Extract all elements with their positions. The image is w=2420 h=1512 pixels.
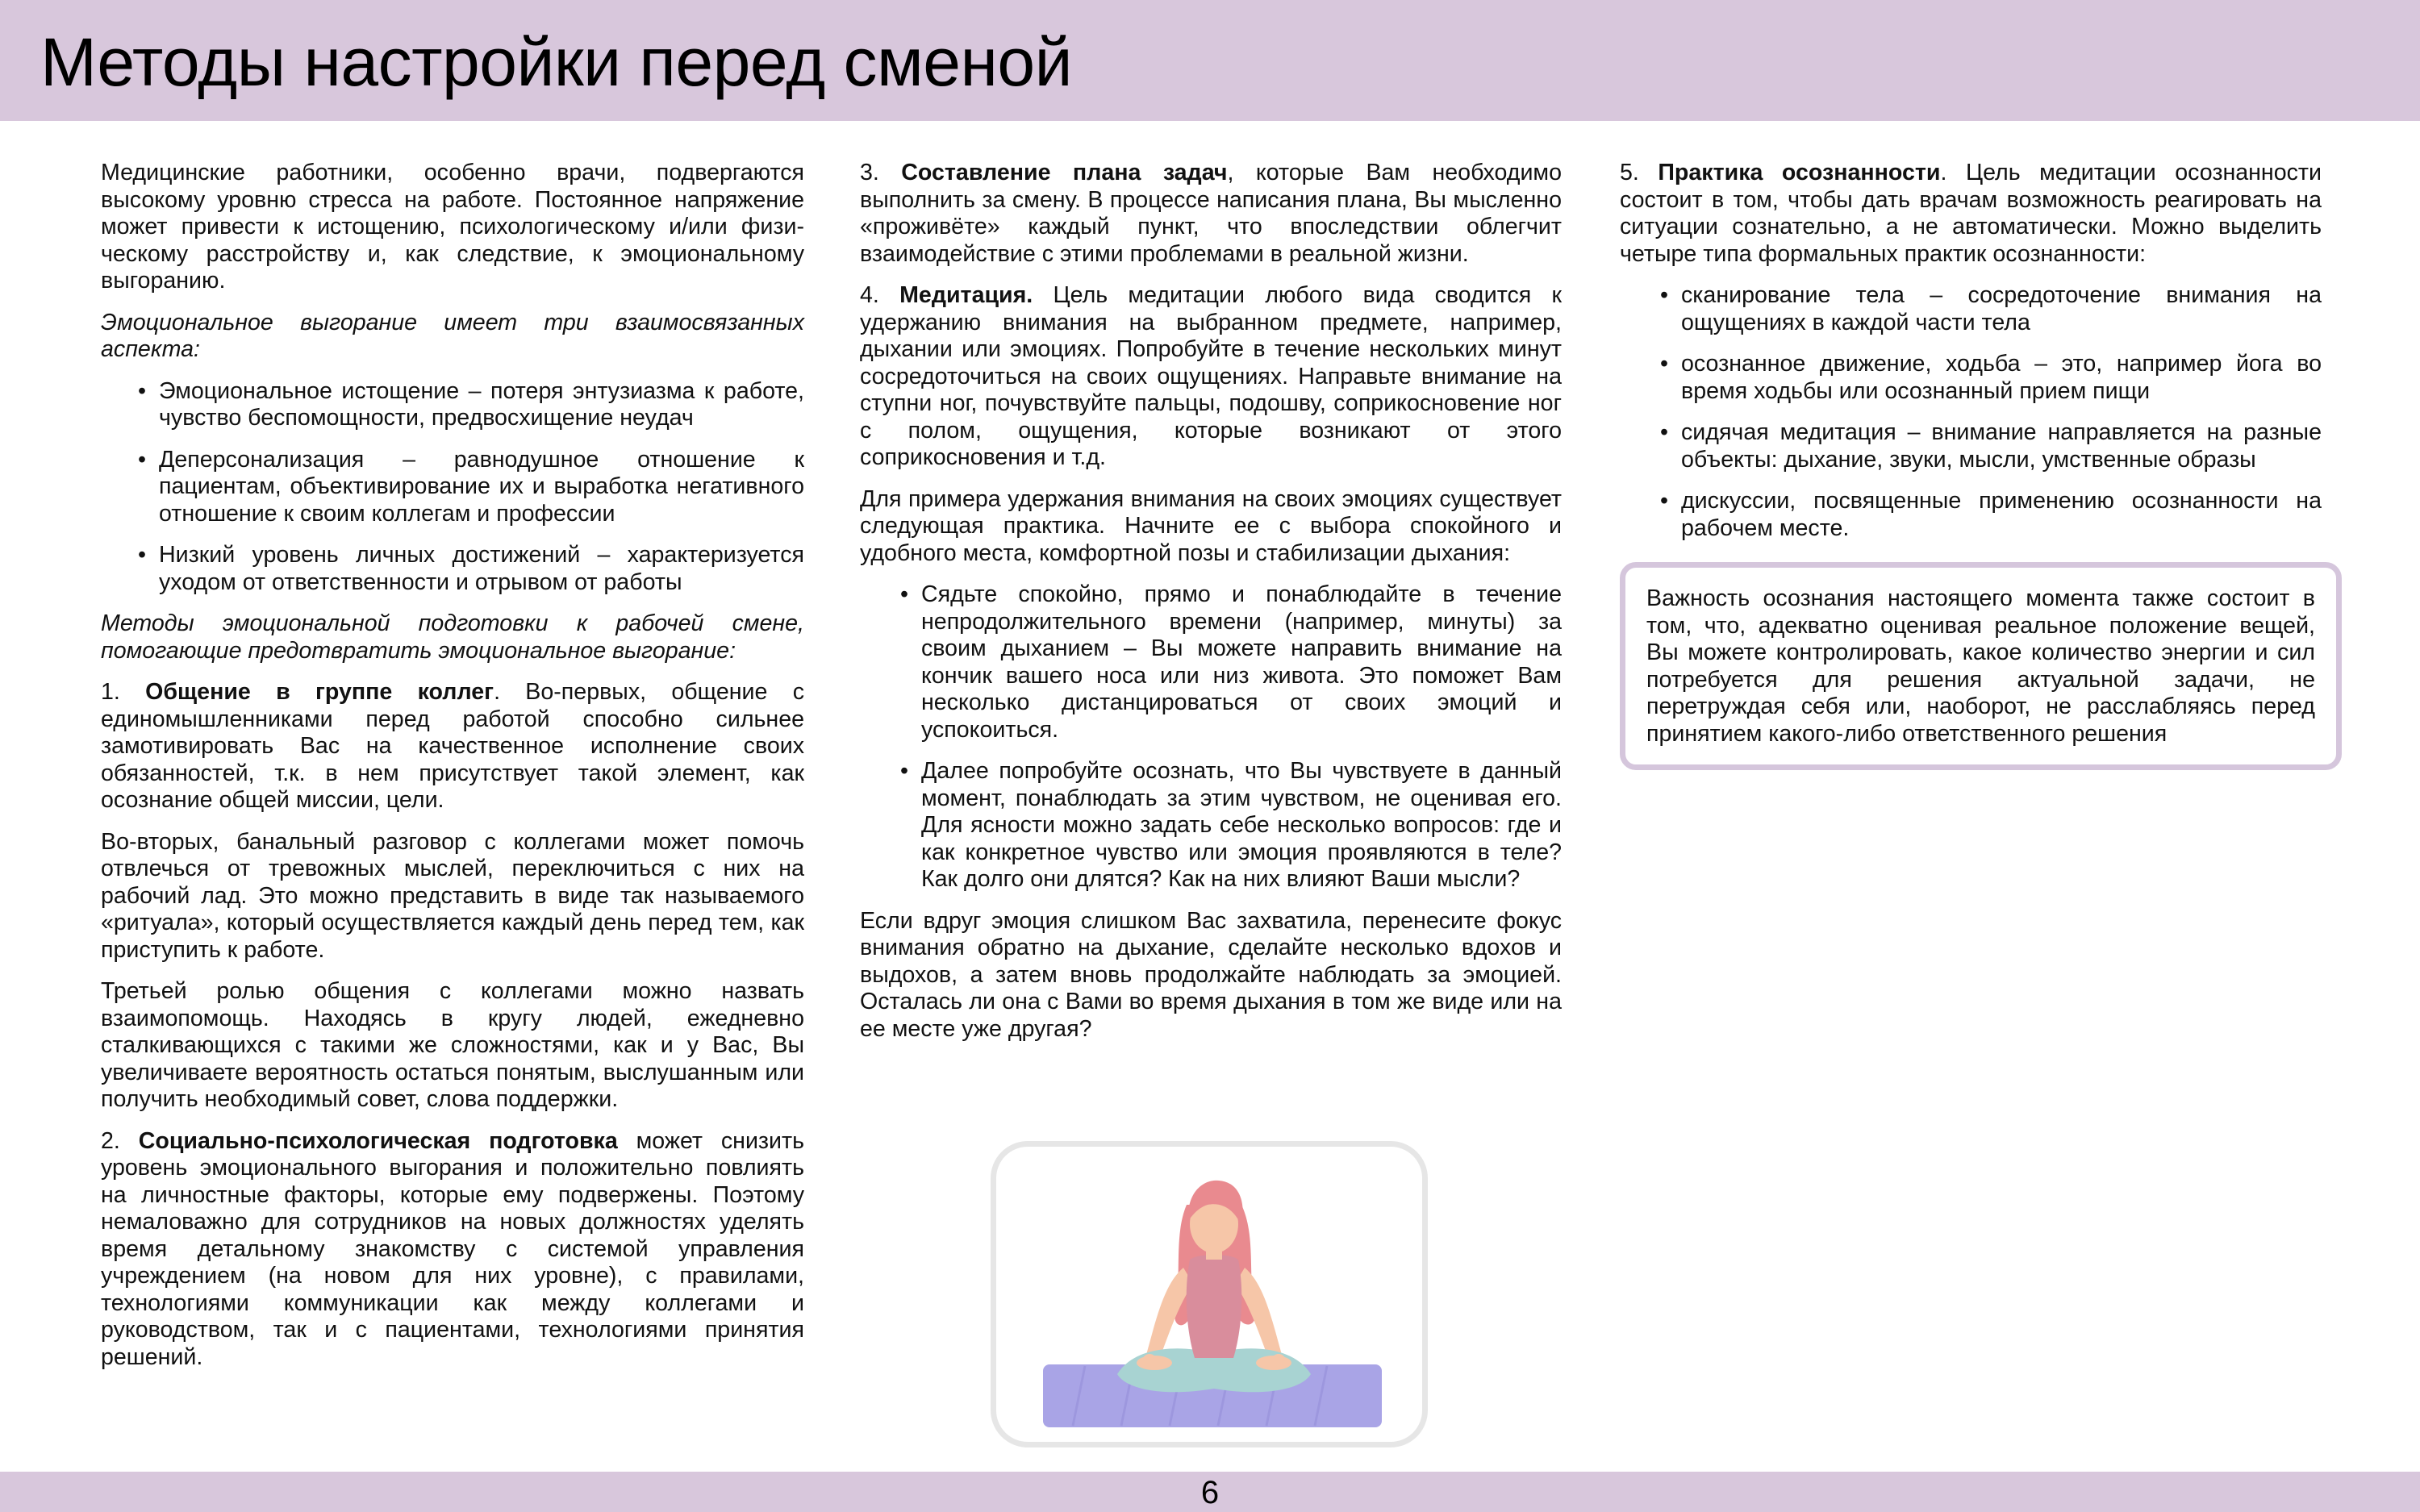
meditating-woman-illustration (996, 1147, 1422, 1442)
page-header (0, 0, 2420, 121)
list-item: • Низкий уровень личных достижений – характеризуется уходом от ответственности и отрывом от работы (159, 542, 804, 596)
list-item: • дискуссии, посвященные применению осознанности на рабочем месте. (1681, 488, 2322, 542)
method-number: 4. (860, 282, 879, 308)
method-title: Социально-психологическая подготовка (138, 1127, 618, 1154)
column-right (1620, 160, 2322, 556)
list-item: • Эмоциональное истощение – потеря энтузиазма к работе, чувство беспомощности, предвосхищение неудач (159, 378, 804, 432)
method-number: 2. (101, 1127, 120, 1154)
meditation-illustration-frame (991, 1141, 1428, 1447)
column-middle (860, 160, 1562, 1057)
list-item: • Деперсонализация – равнодушное отношение к пациентам, объективирование их и выработка негативного отношение к своим коллегам и профессии (159, 447, 804, 528)
method-text: Цель медитации любого вида сводится к удержанию внимания на выбранном предмете, например, дыхании или эмоциях. Попробуйте в течение нескольких минут сосредоточиться на своих ощущениях. Направьте внимание на ступни ног, почувствуйте пальцы, подошву, соприкосновение ног с полом, ощущения, которые возникают от этого соприкосновения и т.д. (860, 282, 1562, 470)
burnout-heading: Эмоциональное выгорание имеет три взаимосвязанных аспекта: (101, 309, 804, 362)
method-text: . Цель медитации осознанности состоит в том, чтобы дать врачам возможность реагировать на ситуации сознательно, а не автоматически. Можно выделить четыре типа формальных практик осознанности: (1620, 160, 2322, 267)
method-title: Медитация. (899, 282, 1033, 308)
practice-intro: Для примера удержания внимания на своих эмоциях существует следующая практика. Начните ее с выбора спокойного и удобного места, комфортной позы и стабилизации дыхания: (860, 485, 1562, 566)
method-number: 3. (860, 160, 879, 185)
method-title: Общение в группе коллег (145, 679, 494, 705)
torso (1187, 1255, 1242, 1358)
page-footer (0, 1472, 2420, 1512)
left-hand (1142, 1354, 1157, 1368)
method-number: 5. (1620, 160, 1639, 185)
method-4-paragraph (860, 282, 1562, 472)
right-hand (1271, 1354, 1286, 1368)
list-item: • сидячая медитация – внимание направляется на разные объекты: дыхание, звуки, мысли, умственные образы (1681, 419, 2322, 473)
practice-steps-list (860, 581, 1562, 893)
methods-heading: Методы эмоциональной подготовки к рабочей смене, помогающие предотвратить эмоциональное выгорание: (101, 610, 804, 664)
list-item: • Далее попробуйте осознать, что Вы чувствуете в данный момент, понаблюдать за этим чувством, не оценивая его. Для ясности можно задать себе несколько вопросов: где и как конкретное чувство или эмоция проявляются в теле? Как долго они длятся? Как на них влияют Ваши мысли? (921, 758, 1562, 893)
page-number: 6 (1200, 1475, 1220, 1510)
list-item: • осознанное движение, ходьба – это, например йога во время ходьбы или осознанный прием пищи (1681, 351, 2322, 405)
mindfulness-practices-list (1620, 282, 2322, 542)
closing-paragraph: Если вдруг эмоция слишком Вас захватила, перенесите фокус внимания обратно на дыхание, сделайте несколько вдохов и выдохов, а затем вновь продолжайте наблюдать за эмоцией. Осталась ли она с Вами во время дыхания в том же виде или на ее месте уже другая? (860, 907, 1562, 1042)
method-number: 1. (101, 679, 120, 705)
list-item: • Сядьте спокойно, прямо и понаблюдайте в течение непродолжительного времени (например, минуты) за своим дыханием – Вы можете направить внимание на кончик вашего носа или низ живота. Это поможет Вам несколько дистанцироваться от своих эмоций и успокоиться. (921, 581, 1562, 744)
list-item: • сканирование тела – сосредоточение внимания на ощущениях в каждой части тела (1681, 282, 2322, 336)
highlight-note-box (1620, 562, 2342, 770)
burnout-aspects-list (101, 378, 804, 597)
method-text: . Во-первых, общение с единомышленниками перед работой способно сильнее замотивировать Вас на качественное исполнение своих обязанностей, т.к. в нем присутствует такой элемент, как осознание общей миссии, цели. (101, 679, 804, 813)
second-role-paragraph: Во-вторых, банальный разговор с коллегами может помочь отвлечься от тревожных мыслей, переключиться с них на рабочий лад. Это можно представить в виде так называемого «ритуала», который осуществляется каждый день перед тем, как приступить к работе. (101, 828, 804, 963)
third-role-paragraph: Третьей ролью общения с коллегами можно назвать взаимопомощь. Находясь в кругу людей, ежедневно сталкивающихся с такими же сложностями, как и у Вас, Вы увеличиваете вероятность остаться понятым, выслушанным или получить необходимый совет, слова поддержки. (101, 978, 804, 1112)
page-title: Методы настройки перед сменой (40, 24, 1073, 100)
method-5-paragraph (1620, 160, 2322, 268)
note-text: Важность осознания настоящего момента также состоит в том, что, адекватно оценивая реальное положение вещей, Вы можете контролировать, какое количество энергии и сил потребуется для решения актуальной задачи, не перетруждая себя или, наоборот, не расслабляясь перед принятием какого-либо ответственного решения (1646, 585, 2315, 747)
method-3-paragraph (860, 160, 1562, 268)
column-left (101, 160, 804, 1385)
method-text: , которые Вам необходимо выполнить за смену. В процессе написания плана, Вы мысленно «проживёте» каждый пункт, что впоследствии облегчит взаимодействие с этими проблемами в реальной жизни. (860, 160, 1562, 267)
method-title: Составление плана задач (901, 160, 1228, 185)
method-title: Практика осознанности (1658, 160, 1941, 185)
intro-paragraph: Медицинские работники, особенно врачи, подвергаются высокому уровню стресса на работе. Постоянное напряжение может привести к истощению, психологическому и/или физи-ческому расстройству и, как следствие, к эмоциональному выгоранию. (101, 160, 804, 294)
method-2-paragraph (101, 1128, 804, 1372)
method-1-paragraph (101, 679, 804, 814)
method-text: может снизить уровень эмоционального выгорания и положительно повлиять на личностные факторы, которые ему подвержены. Поэтому немаловажно для сотрудников на новых должностях уделять время детальному знакомству с системой управления учреждением (на новом для них уровне), с правилами, технологиями коммуникации как между коллегами и руководством, так и с пациентами, технологиями принятия решений. (101, 1127, 804, 1370)
